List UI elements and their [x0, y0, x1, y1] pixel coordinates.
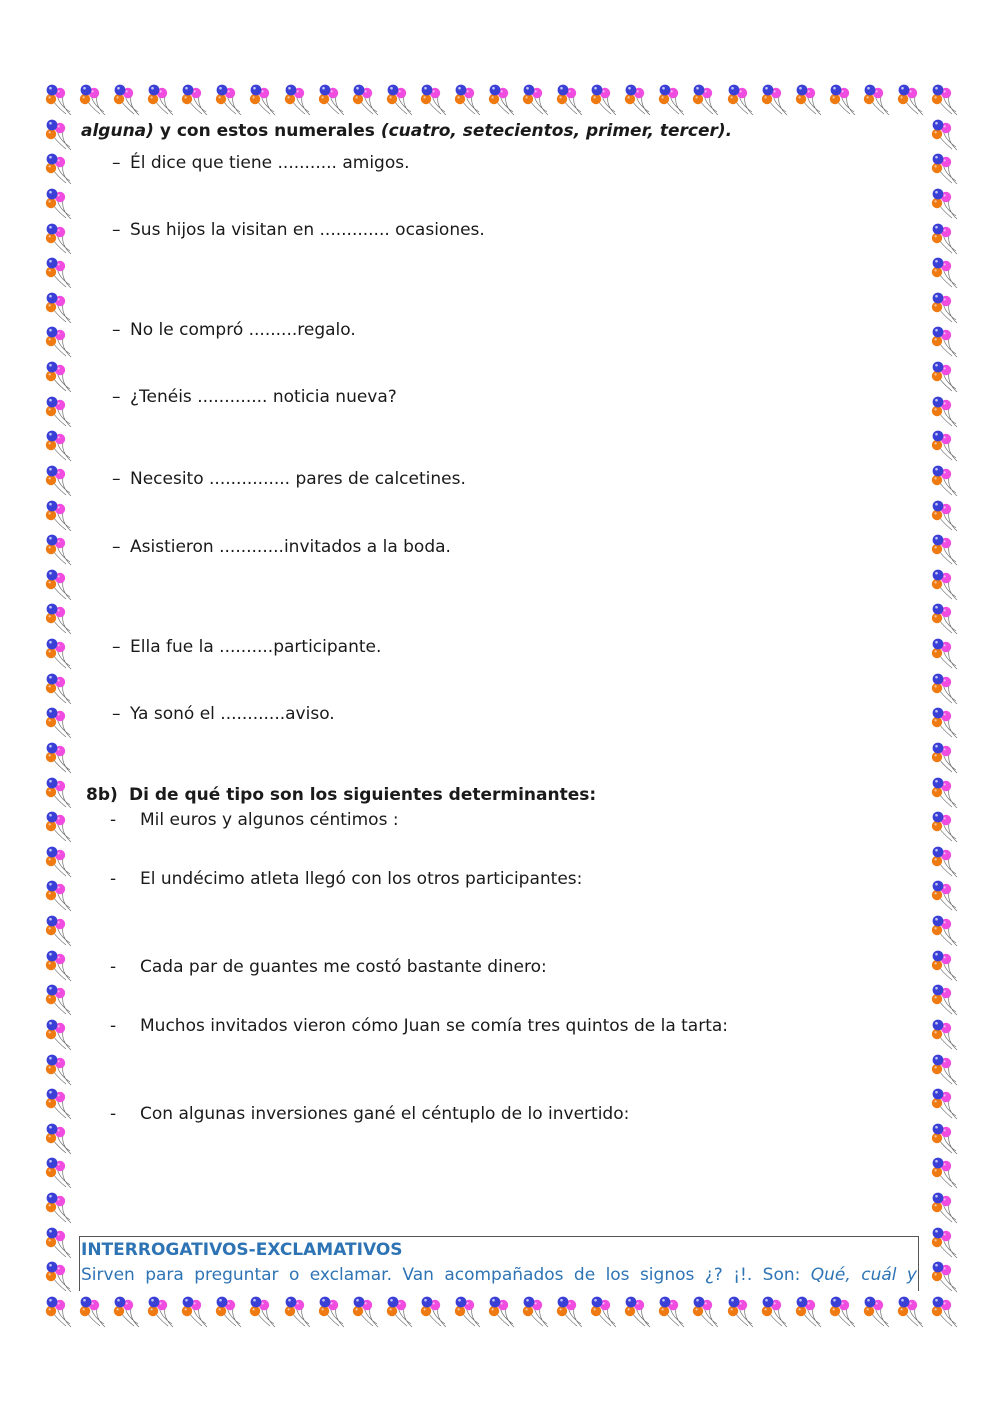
info-word: ¡!.: [733, 1265, 753, 1285]
determiner-item: [110, 957, 547, 977]
info-word: exclamar.: [309, 1265, 392, 1285]
determiner-sentence: Mil euros y algunos céntimos :: [140, 810, 399, 830]
determiner-item: [110, 810, 399, 830]
fill-in-item: [112, 704, 335, 724]
determiner-sentence: Cada par de guantes me costó bastante dinero:: [140, 957, 547, 977]
info-word-italic: Qué,: [810, 1265, 851, 1285]
fill-in-item: [112, 469, 466, 489]
info-word: para: [145, 1265, 184, 1285]
exercise-8b-title: Di de qué tipo son los siguientes determinantes:: [129, 785, 597, 805]
determiner-item: [110, 1104, 629, 1124]
info-box-title: INTERROGATIVOS-EXCLAMATIVOS: [81, 1240, 403, 1260]
fill-in-sentence: No le compró .........regalo.: [130, 320, 356, 340]
fill-in-sentence: Asistieron ............invitados a la boda.: [130, 537, 451, 557]
dash-bullet: –: [112, 387, 121, 407]
hyphen-bullet: -: [110, 1016, 117, 1036]
fill-in-sentence: Él dice que tiene ........... amigos.: [130, 153, 410, 173]
determiner-sentence: Muchos invitados vieron cómo Juan se comía tres quintos de la tarta:: [140, 1016, 729, 1036]
exercise-number: 8b): [86, 785, 118, 805]
fill-in-sentence: Ya sonó el ............aviso.: [130, 704, 335, 724]
info-word: los: [605, 1265, 630, 1285]
info-word: de: [573, 1265, 596, 1285]
intro-middle: y con estos numerales: [153, 121, 381, 141]
dash-bullet: –: [112, 637, 121, 657]
determiner-sentence: Con algunas inversiones gané el céntuplo de lo invertido:: [140, 1104, 630, 1124]
fill-in-item: [112, 320, 356, 340]
dash-bullet: –: [112, 153, 121, 173]
intro-prefix: alguna): [81, 121, 154, 141]
fill-in-item: [112, 537, 451, 557]
info-word: Son:: [762, 1265, 801, 1285]
exercise-8b-heading: [86, 785, 596, 805]
dash-bullet: –: [112, 537, 121, 557]
fill-in-item: [112, 220, 485, 240]
info-box-text: [81, 1265, 917, 1285]
fill-in-sentence: Sus hijos la visitan en ............. ocasiones.: [130, 220, 485, 240]
dash-bullet: –: [112, 220, 121, 240]
intro-numerals-list: (cuatro, setecientos, primer, tercer).: [380, 121, 733, 141]
fill-in-item: [112, 637, 381, 657]
hyphen-bullet: -: [110, 1104, 117, 1124]
info-box-interrogativos: [79, 1236, 919, 1291]
dash-bullet: –: [112, 320, 121, 340]
fill-in-sentence: ¿Tenéis ............. noticia nueva?: [130, 387, 397, 407]
determiner-item: [110, 1016, 728, 1036]
info-word-italic: cuál: [861, 1265, 897, 1285]
info-word: acompañados: [444, 1265, 564, 1285]
info-word-italic: y: [906, 1265, 917, 1285]
info-word: Sirven: [81, 1265, 135, 1285]
hyphen-bullet: -: [110, 869, 117, 889]
info-word: o: [288, 1265, 300, 1285]
dash-bullet: –: [112, 704, 121, 724]
hyphen-bullet: -: [110, 810, 117, 830]
hyphen-bullet: -: [110, 957, 117, 977]
determiner-item: [110, 869, 582, 889]
fill-in-item: [112, 153, 410, 173]
exercise-8a-instruction: [81, 121, 732, 141]
fill-in-sentence: Ella fue la ..........participante.: [130, 637, 382, 657]
determiner-sentence: El undécimo atleta llegó con los otros participantes:: [140, 869, 583, 889]
fill-in-sentence: Necesito ............... pares de calcetines.: [130, 469, 466, 489]
dash-bullet: –: [112, 469, 121, 489]
info-word: preguntar: [194, 1265, 279, 1285]
fill-in-item: [112, 387, 397, 407]
info-word: Van: [402, 1265, 434, 1285]
info-word: ¿?: [704, 1265, 723, 1285]
info-word: signos: [639, 1265, 695, 1285]
